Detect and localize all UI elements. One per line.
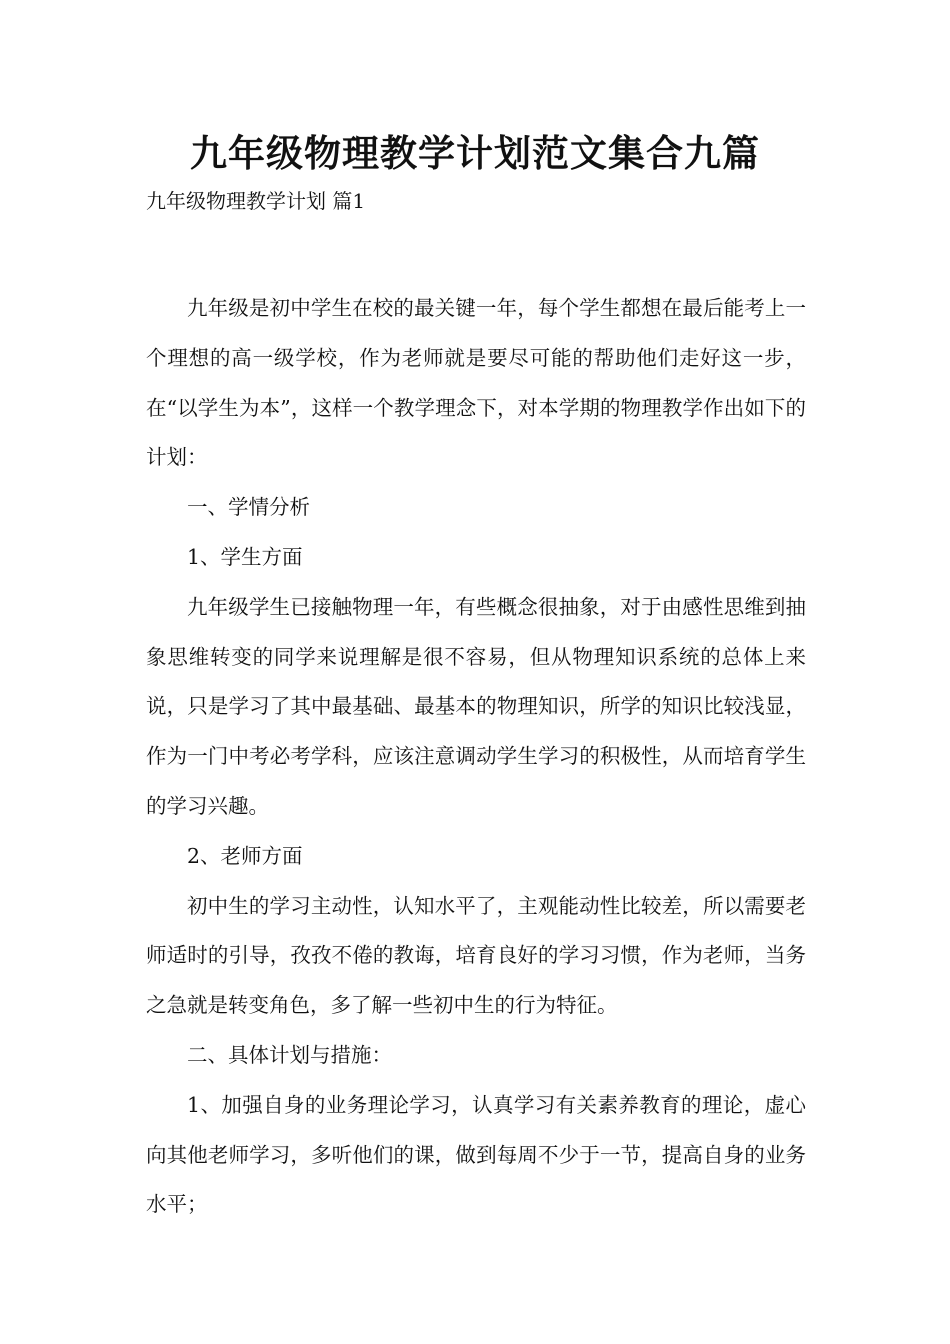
heading-student-aspect: 1、学生方面	[187, 544, 303, 569]
document-body	[146, 284, 806, 1230]
document-title: 九年级物理教学计划范文集合九篇	[190, 131, 760, 175]
paragraph-teacher-aspect: 初中生的学习主动性，认知水平了，主观能动性比较差，所以需要老师适时的引导，孜孜不倦的教诲，培育良好的学习习惯，作为老师，当务之急就是转变角色，多了解一些初中生的行为特征。	[146, 893, 806, 1018]
heading-plan-measures: 二、具体计划与措施：	[187, 1042, 392, 1067]
paragraph-student-aspect: 九年级学生已接触物理一年，有些概念很抽象，对于由感性思维到抽象思维转变的同学来说理解是很不容易，但从物理知识系统的总体上来说，只是学习了其中最基础、最基本的物理知识，所学的知识比较浅显，作为一门中考必考学科，应该注意调动学生学习的积极性，从而培育学生的学习兴趣。	[146, 594, 806, 818]
paragraph-intro: 九年级是初中学生在校的最关键一年，每个学生都想在最后能考上一个理想的高一级学校，作为老师就是要尽可能的帮助他们走好这一步，在“以学生为本”，这样一个教学理念下，对本学期的物理教学作出如下的计划：	[146, 296, 806, 470]
paragraph-plan-item-1: 1、加强自身的业务理论学习，认真学习有关素养教育的理论，虚心向其他老师学习，多听他们的课，做到每周不少于一节，提高自身的业务水平；	[146, 1092, 806, 1217]
section-subtitle: 九年级物理教学计划 篇1	[146, 189, 366, 213]
heading-learning-analysis: 一、学情分析	[187, 495, 310, 520]
heading-teacher-aspect: 2、老师方面	[187, 843, 303, 868]
